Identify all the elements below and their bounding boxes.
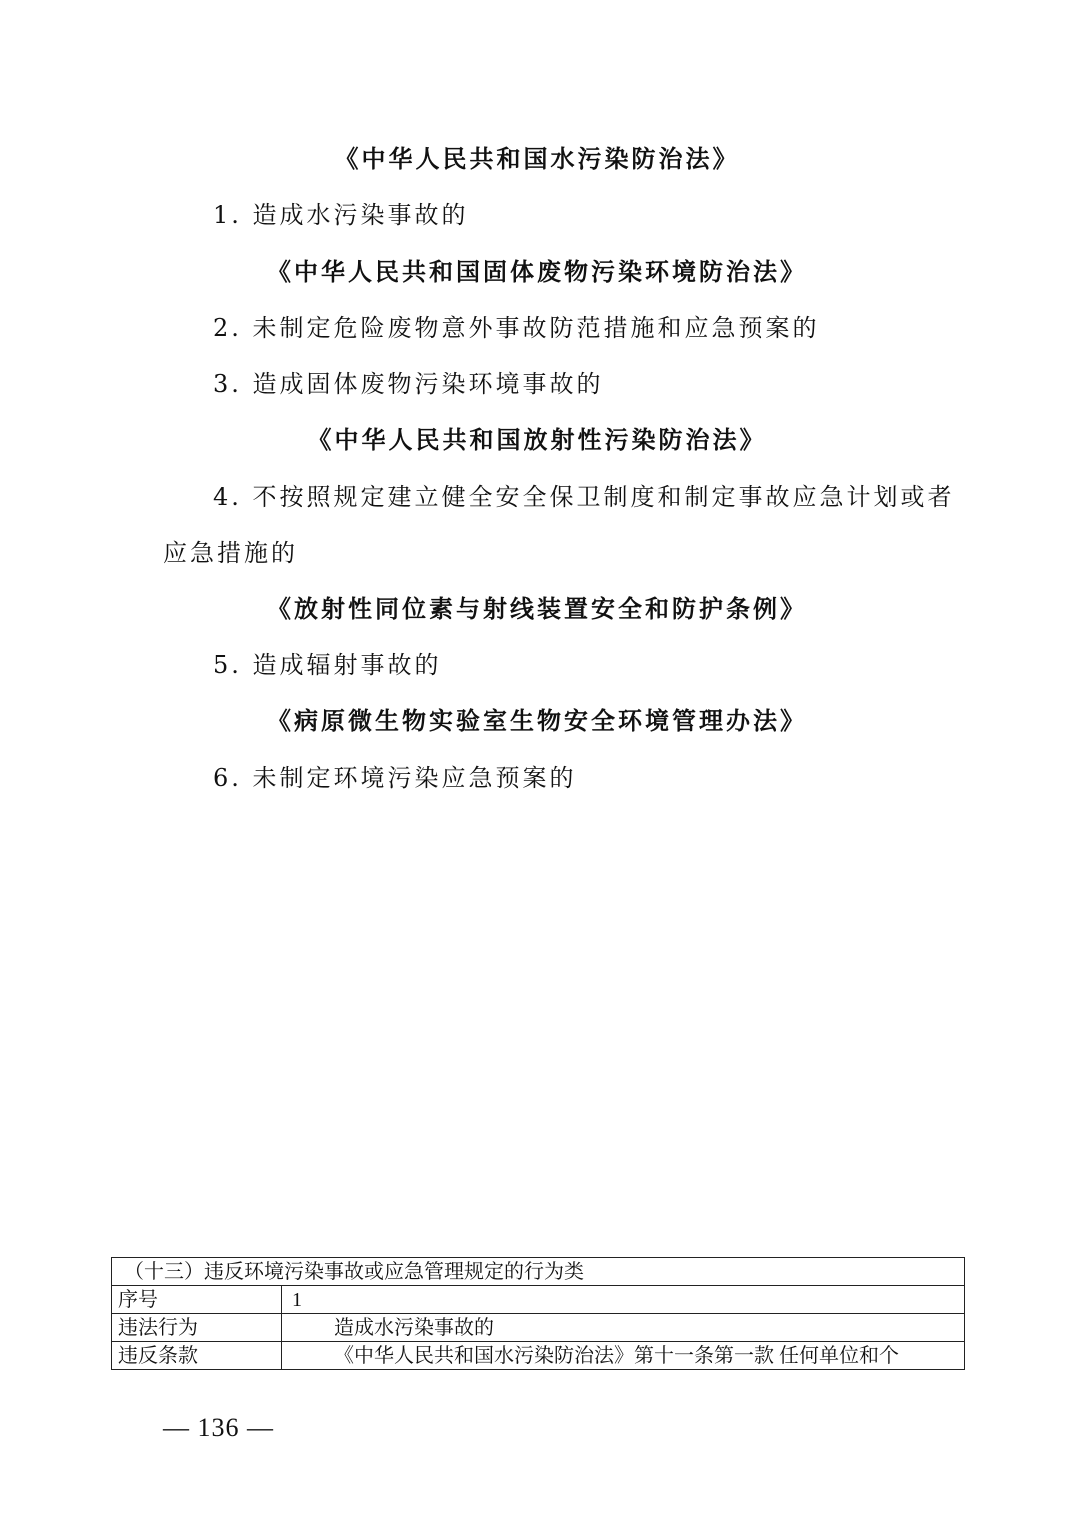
table-row bbox=[112, 1342, 965, 1370]
list-item-2: 2. 未制定危险废物意外事故防范措施和应急预案的 bbox=[213, 314, 820, 342]
table-title: （十三）违反环境污染事故或应急管理规定的行为类 bbox=[112, 1258, 965, 1286]
heading-radioactive-pollution-law: 《中华人民共和国放射性污染防治法》 bbox=[307, 425, 767, 454]
heading-radiation-safety-regulation: 《放射性同位素与射线装置安全和防护条例》 bbox=[267, 594, 807, 623]
table-value-serial: 1 bbox=[282, 1286, 965, 1314]
list-item-4-continuation: 应急措施的 bbox=[163, 539, 298, 567]
table-label-violation: 违法行为 bbox=[112, 1314, 282, 1342]
violation-table bbox=[111, 1257, 965, 1370]
table-label-serial: 序号 bbox=[112, 1286, 282, 1314]
list-item-5: 5. 造成辐射事故的 bbox=[213, 651, 442, 679]
table-row bbox=[112, 1286, 965, 1314]
page-number: — 136 — bbox=[163, 1413, 274, 1442]
table-label-provision: 违反条款 bbox=[112, 1342, 282, 1370]
table-value-provision: 《中华人民共和国水污染防治法》第十一条第一款 任何单位和个 bbox=[282, 1342, 965, 1370]
list-item-6: 6. 未制定环境污染应急预案的 bbox=[213, 764, 577, 792]
table-title-row bbox=[112, 1258, 965, 1286]
heading-solid-waste-law: 《中华人民共和国固体废物污染环境防治法》 bbox=[267, 257, 807, 286]
heading-biosafety-measures: 《病原微生物实验室生物安全环境管理办法》 bbox=[267, 706, 807, 735]
table-value-violation: 造成水污染事故的 bbox=[282, 1314, 965, 1342]
table-row bbox=[112, 1314, 965, 1342]
heading-water-pollution-law: 《中华人民共和国水污染防治法》 bbox=[334, 144, 740, 173]
list-item-1: 1. 造成水污染事故的 bbox=[213, 201, 469, 229]
list-item-3: 3. 造成固体废物污染环境事故的 bbox=[213, 370, 604, 398]
list-item-4: 4. 不按照规定建立健全安全保卫制度和制定事故应急计划或者 bbox=[213, 483, 955, 511]
